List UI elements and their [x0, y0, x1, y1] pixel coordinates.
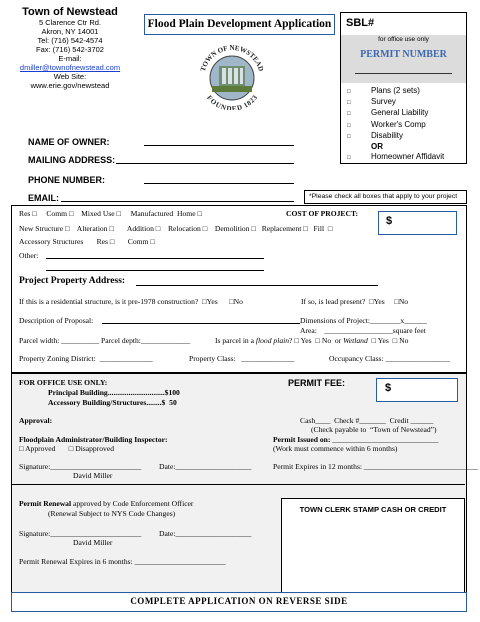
approval-label: Approval: — [19, 416, 53, 425]
checklist-or: OR — [371, 142, 383, 152]
other-label: Other: — [19, 251, 39, 260]
cost-input[interactable]: $ — [378, 211, 457, 235]
town-seal — [192, 44, 272, 110]
email-label: EMAIL: — [28, 193, 59, 203]
payment-method[interactable]: Cash____ Check #_______ Credit ______ — [300, 416, 434, 425]
property-class-field[interactable]: Property Class: ______________ — [189, 354, 295, 363]
checklist-item[interactable]: □ Plans (2 sets) — [347, 86, 420, 95]
email-field[interactable] — [61, 193, 294, 202]
renewal-date-field[interactable]: Date:____________________ — [159, 529, 252, 538]
sbl-checklist — [347, 86, 444, 163]
office-use-section — [11, 373, 478, 612]
checklist-item[interactable]: □ Survey — [347, 97, 396, 107]
pre-1978-question[interactable]: If this is a residential structure, is it pre-1978 construction? □Yes □No — [19, 297, 243, 306]
area-field[interactable]: Area: __________________square feet — [300, 326, 426, 335]
property-address-label: Project Property Address: — [19, 276, 126, 286]
other-field-2[interactable] — [46, 264, 264, 271]
payable-note: (Check payable to “Town of Newstead”) — [311, 425, 437, 434]
mailing-field[interactable] — [116, 155, 294, 164]
principal-fee: Principal Building..............................$100 — [48, 388, 180, 397]
checklist-item[interactable]: □ Homeowner Affidavit — [347, 152, 445, 162]
zoning-district-field[interactable]: Property Zoning District: ______________ — [19, 354, 153, 363]
clerk-stamp-label: TOWN CLERK STAMP CASH OR CREDIT — [299, 505, 447, 514]
project-section — [11, 205, 467, 373]
renewal-signer-name: David Miller — [73, 538, 113, 547]
signature-field[interactable]: Signature:________________________ — [19, 462, 142, 471]
owner-name-row — [28, 137, 110, 147]
sbl-box — [340, 12, 467, 164]
town-name: Town of Newstead — [22, 6, 118, 18]
town-address-2: Akron, NY 14001 — [41, 27, 99, 36]
permit-fee-label: PERMIT FEE: — [288, 378, 346, 388]
renewal-signature-field[interactable]: Signature:________________________ — [19, 529, 142, 538]
town-address-1: 5 Clarence Ctr Rd. — [38, 18, 102, 27]
owner-name-field[interactable] — [144, 137, 294, 146]
cost-label: COST OF PROJECT: — [286, 209, 359, 218]
renewal-expires-field[interactable]: Permit Renewal Expires in 6 months: ________________________ — [19, 557, 226, 566]
mailing-row — [28, 155, 115, 165]
town-fax: Fax: (716) 542-3702 — [36, 45, 104, 54]
lead-question[interactable]: If so, is lead present? □Yes □No — [301, 297, 409, 306]
town-email-link[interactable]: dmiller@townofnewstead.com — [19, 63, 121, 72]
phone-field[interactable] — [144, 175, 294, 184]
permit-number-line — [355, 73, 452, 74]
seal-top-text: TOWN OF NEWSTEAD — [198, 44, 266, 73]
permit-number-area — [341, 35, 466, 83]
office-use-only-note: for office use only — [378, 36, 429, 43]
work-type-row[interactable]: New Structure □ Alteration □ Addition □ Relocation □ Demolition □ Replacement □ Fill □ — [19, 224, 333, 233]
email-row — [28, 193, 59, 203]
administrator-label: Floodplain Administrator/Building Inspector: — [19, 435, 168, 444]
renewal-subject-note: (Renewal Subject to NYS Code Changes) — [48, 509, 176, 518]
phone-row — [28, 175, 105, 185]
permit-fee-input[interactable]: $ — [376, 378, 458, 402]
renewal-row: Permit Renewal approved by Code Enforcement Officer — [19, 499, 194, 508]
parcel-dimensions-row[interactable]: Parcel width: __________ Parcel depth:_____________ — [19, 336, 191, 345]
property-address-field[interactable] — [136, 279, 378, 286]
approval-options[interactable]: □ Approved □ Disapproved — [19, 444, 115, 453]
mailing-label: MAILING ADDRESS: — [28, 155, 116, 165]
occupancy-class-field[interactable]: Occupancy Class: _________________ — [329, 354, 451, 363]
signer-name: David Miller — [73, 471, 113, 480]
expires-12-field[interactable]: Permit Expires in 12 months: ______________________________ — [273, 462, 478, 471]
town-email-label: E-mail: — [58, 54, 82, 63]
footer-note: COMPLETE APPLICATION ON REVERSE SIDE — [11, 592, 467, 612]
accessory-fee: Accessory Building/Structures........$ 50 — [48, 398, 177, 407]
checklist-item[interactable]: □ General Liability — [347, 108, 429, 118]
permit-issued-row[interactable]: Permit Issued on: ____________________________ — [273, 435, 439, 444]
town-clerk-stamp-box — [281, 498, 465, 598]
town-tel: Tel: (716) 542-4574 — [37, 36, 103, 45]
dimensions-field[interactable]: Dimensions of Project:________x______ — [300, 316, 427, 325]
town-website: www.erie.gov/newstead — [30, 81, 110, 90]
check-all-note: *Please check all boxes that apply to your project — [304, 190, 467, 204]
office-divider — [12, 484, 465, 485]
checklist-item[interactable]: □ Disability — [347, 130, 404, 140]
form-title: Flood Plain Development Application — [144, 14, 335, 35]
phone-label: PHONE NUMBER: — [28, 175, 106, 185]
other-field-1[interactable] — [46, 252, 264, 259]
town-website-label: Web Site: — [53, 72, 87, 81]
date-field[interactable]: Date:____________________ — [159, 462, 252, 471]
proposal-label: Description of Proposal: — [19, 316, 94, 325]
town-info — [10, 6, 130, 90]
permit-number-label: PERMIT NUMBER — [360, 49, 447, 60]
checklist-item[interactable]: □ Worker's Comp — [347, 119, 426, 129]
proposal-field[interactable] — [102, 317, 300, 324]
structure-type-row[interactable]: Res □ Comm □ Mixed Use □ Manufactured Home □ — [19, 209, 203, 218]
flood-plain-question[interactable]: Is parcel in a flood plain? □ Yes □ No or Wetland □ Yes □ No — [215, 336, 409, 345]
seal-bottom-text: FOUNDED 1823 — [205, 93, 259, 110]
office-use-heading: FOR OFFICE USE ONLY: — [19, 378, 108, 387]
commence-note: (Work must commence within 6 months) — [273, 444, 398, 453]
sbl-label: SBL# — [346, 17, 375, 29]
accessory-row[interactable]: Accessory Structures Res □ Comm □ — [19, 237, 155, 246]
owner-name-label: NAME OF OWNER: — [28, 137, 110, 147]
